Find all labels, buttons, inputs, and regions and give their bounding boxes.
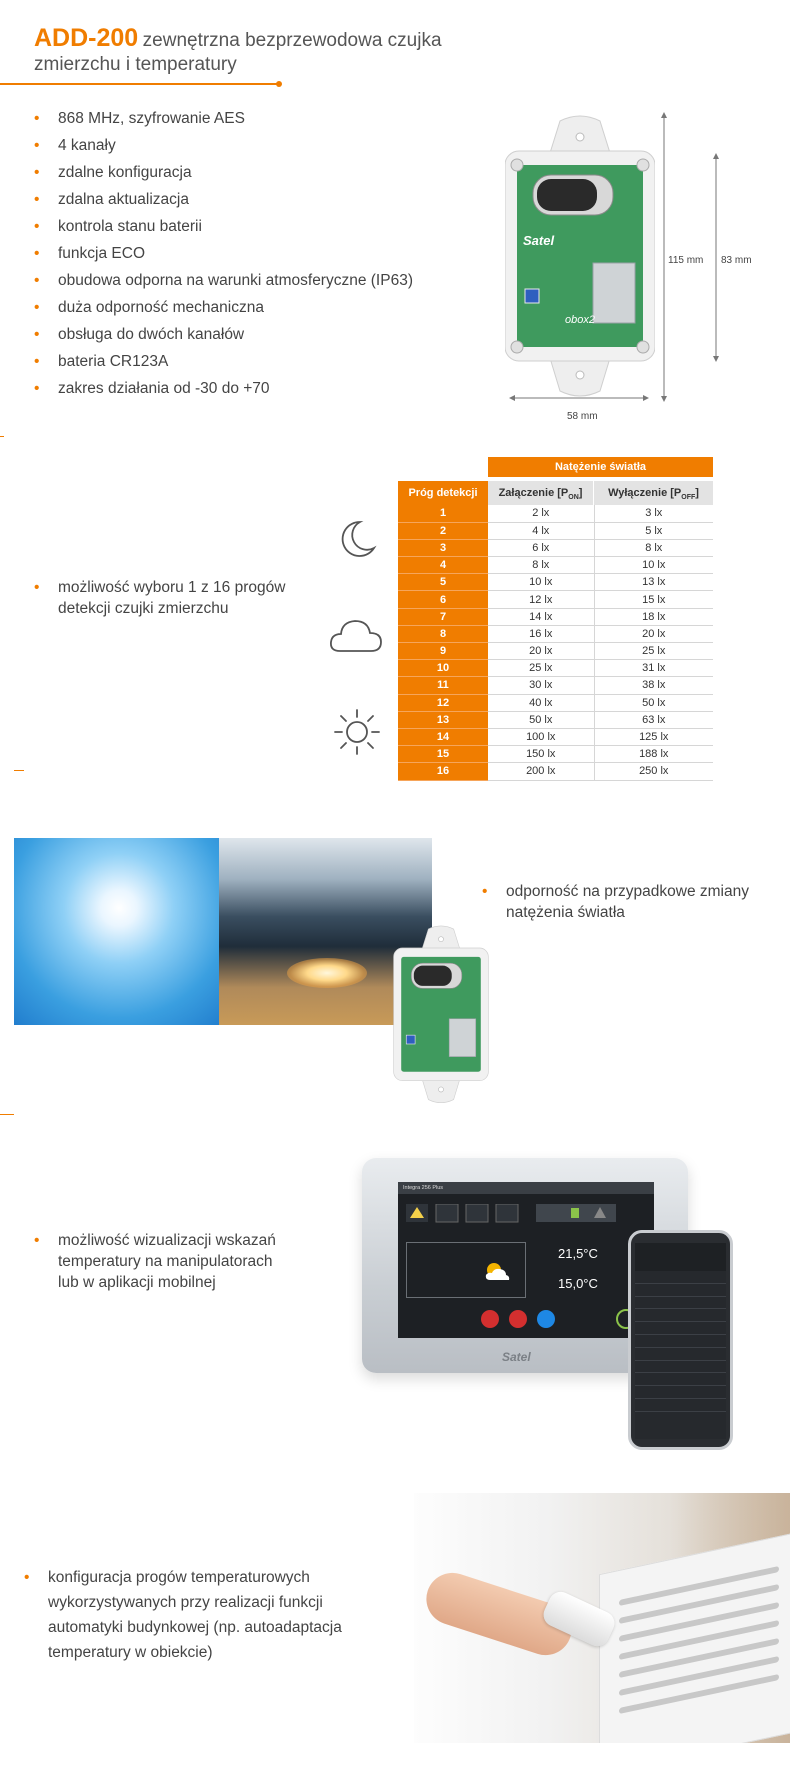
table-cell-prog: 6 xyxy=(398,591,488,608)
table-row xyxy=(398,643,713,660)
page-header xyxy=(34,24,734,77)
table-cell-off: 5 lx xyxy=(594,522,713,539)
table-cell-off: 50 lx xyxy=(594,694,713,711)
feature-item: • 4 kanały xyxy=(34,132,413,159)
table-cell-prog: 12 xyxy=(398,694,488,711)
automation-bullet xyxy=(24,1565,342,1665)
table-cell-on: 12 lx xyxy=(488,591,594,608)
table-cell-on: 10 lx xyxy=(488,574,594,591)
dimension-width: 58 mm xyxy=(567,411,598,422)
visualization-line2: temperatury na manipulatorach xyxy=(58,1253,273,1270)
table-cell-on: 40 lx xyxy=(488,694,594,711)
table-cell-prog: 13 xyxy=(398,711,488,728)
table-cell-off: 63 lx xyxy=(594,711,713,728)
table-cell-prog: 10 xyxy=(398,660,488,677)
sky-photo xyxy=(14,838,220,1025)
radiator-photo xyxy=(414,1493,790,1743)
table-row xyxy=(398,608,713,625)
table-row xyxy=(398,505,713,522)
table-cell-prog: 11 xyxy=(398,677,488,694)
phone-screen xyxy=(635,1243,726,1439)
sunset-sun xyxy=(287,958,367,988)
product-description-line1: zewnętrzna bezprzewodowa czujka xyxy=(142,30,442,51)
table-row xyxy=(398,522,713,539)
table-cell-prog: 3 xyxy=(398,539,488,556)
table-cell-on: 16 lx xyxy=(488,625,594,642)
resistance-bullet xyxy=(482,881,749,923)
table-row xyxy=(398,574,713,591)
feature-item: • zakres działania od -30 do +70 xyxy=(34,375,413,402)
keypad-bottom-icons xyxy=(406,1306,646,1332)
table-header-on: Załączenie $[P_{ON}]$ xyxy=(488,481,594,505)
table-cell-off: 8 lx xyxy=(594,539,713,556)
table-row xyxy=(398,539,713,556)
table-group-header: Natężenie światła xyxy=(488,457,713,477)
table-cell-off: 25 lx xyxy=(594,643,713,660)
dimension-height-outer: 115 mm xyxy=(668,255,704,266)
table-row xyxy=(398,677,713,694)
cloud-icon xyxy=(328,613,384,657)
table-cell-on: 50 lx xyxy=(488,711,594,728)
table-cell-off: 31 lx xyxy=(594,660,713,677)
table-cell-prog: 1 xyxy=(398,505,488,522)
resistance-line2: natężenia światła xyxy=(506,904,625,921)
section-tick xyxy=(0,1114,14,1115)
table-cell-on: 150 lx xyxy=(488,746,594,763)
table-cell-off: 15 lx xyxy=(594,591,713,608)
header-underline-dot xyxy=(276,81,282,87)
table-row xyxy=(398,694,713,711)
table-cell-prog: 16 xyxy=(398,763,488,780)
table-cell-on: 2 lx xyxy=(488,505,594,522)
table-row xyxy=(398,746,713,763)
threshold-bullet xyxy=(34,577,285,619)
automation-line2: wykorzystywanych przy realizacji funkcji xyxy=(48,1594,323,1611)
table-cell-prog: 4 xyxy=(398,557,488,574)
feature-item: • obudowa odporna na warunki atmosferyczne (IP63) xyxy=(34,267,413,294)
table-cell-on: 200 lx xyxy=(488,763,594,780)
table-row xyxy=(398,660,713,677)
table-cell-off: 38 lx xyxy=(594,677,713,694)
table-cell-off: 18 lx xyxy=(594,608,713,625)
feature-item: • zdalna aktualizacja xyxy=(34,186,413,213)
table-cell-prog: 15 xyxy=(398,746,488,763)
table-cell-on: 14 lx xyxy=(488,608,594,625)
dimension-lines xyxy=(505,110,745,440)
automation-line1: • konfiguracja progów temperaturowych xyxy=(48,1569,310,1586)
table-cell-prog: 2 xyxy=(398,522,488,539)
table-cell-off: 125 lx xyxy=(594,728,713,745)
table-cell-on: 100 lx xyxy=(488,728,594,745)
resistance-line1: • odporność na przypadkowe zmiany xyxy=(506,883,749,900)
table-cell-prog: 5 xyxy=(398,574,488,591)
keypad-title: Integra 256 Plus xyxy=(398,1182,654,1194)
table-cell-on: 30 lx xyxy=(488,677,594,694)
table-cell-off: 188 lx xyxy=(594,746,713,763)
table-cell-prog: 8 xyxy=(398,625,488,642)
table-cell-off: 10 lx xyxy=(594,557,713,574)
table-cell-off: 3 lx xyxy=(594,505,713,522)
table-cell-prog: 14 xyxy=(398,728,488,745)
temperature-indoor: 15,0°C xyxy=(558,1276,598,1291)
table-cell-off: 20 lx xyxy=(594,625,713,642)
phone-image xyxy=(628,1230,733,1450)
automation-line4: temperatury w obiekcie) xyxy=(48,1644,213,1661)
table-cell-prog: 9 xyxy=(398,643,488,660)
temperature-outdoor: 21,5°C xyxy=(558,1246,598,1261)
header-underline xyxy=(0,83,280,85)
moon-icon xyxy=(336,518,378,560)
table-row xyxy=(398,728,713,745)
threshold-bullet-line1: • możliwość wyboru 1 z 16 progów xyxy=(58,579,286,596)
keypad-brand: Satel xyxy=(502,1350,531,1364)
table-row xyxy=(398,591,713,608)
product-description-line2: zmierzchu i temperatury xyxy=(34,54,237,75)
sun-icon xyxy=(333,708,381,756)
threshold-table xyxy=(398,505,713,781)
visualization-line3: lub w aplikacji mobilnej xyxy=(58,1274,216,1291)
feature-item: • obsługa do dwóch kanałów xyxy=(34,321,413,348)
device-brand: Satel xyxy=(523,233,555,248)
visualization-line1: • możliwość wizualizacji wskazań xyxy=(58,1232,276,1249)
threshold-bullet-line2: detekcji czujki zmierzchu xyxy=(58,600,229,617)
automation-line3: automatyki budynkowej (np. autoadaptacja xyxy=(48,1619,342,1636)
table-header-off: Wyłączenie $[P_{OFF}]$ xyxy=(594,481,713,505)
table-row xyxy=(398,711,713,728)
weather-icon xyxy=(482,1260,512,1284)
section-tick xyxy=(14,770,24,771)
device-small-image xyxy=(393,924,489,1104)
feature-item: • funkcja ECO xyxy=(34,240,413,267)
table-cell-off: 13 lx xyxy=(594,574,713,591)
keypad-icon-row xyxy=(406,1204,646,1224)
table-cell-prog: 7 xyxy=(398,608,488,625)
feature-item: • 868 MHz, szyfrowanie AES xyxy=(34,105,413,132)
feature-item: • duża odporność mechaniczna xyxy=(34,294,413,321)
table-row xyxy=(398,763,713,780)
feature-item: • kontrola stanu baterii xyxy=(34,213,413,240)
keypad-screen xyxy=(398,1182,654,1338)
table-cell-on: 8 lx xyxy=(488,557,594,574)
table-row xyxy=(398,625,713,642)
table-cell-off: 250 lx xyxy=(594,763,713,780)
product-model: ADD-200 xyxy=(34,24,139,52)
feature-list xyxy=(34,105,413,402)
visualization-bullet xyxy=(34,1230,276,1293)
radiator xyxy=(599,1532,790,1743)
table-cell-on: 4 lx xyxy=(488,522,594,539)
table-header-threshold: Próg detekcji xyxy=(398,481,488,505)
feature-item: • zdalne konfiguracja xyxy=(34,159,413,186)
section-tick xyxy=(0,436,4,437)
table-cell-on: 25 lx xyxy=(488,660,594,677)
table-cell-on: 20 lx xyxy=(488,643,594,660)
feature-item: • bateria CR123A xyxy=(34,348,413,375)
device-model-label: obox2 xyxy=(565,314,595,326)
dimension-height-inner: 83 mm xyxy=(721,255,752,266)
table-row xyxy=(398,557,713,574)
table-cell-on: 6 lx xyxy=(488,539,594,556)
